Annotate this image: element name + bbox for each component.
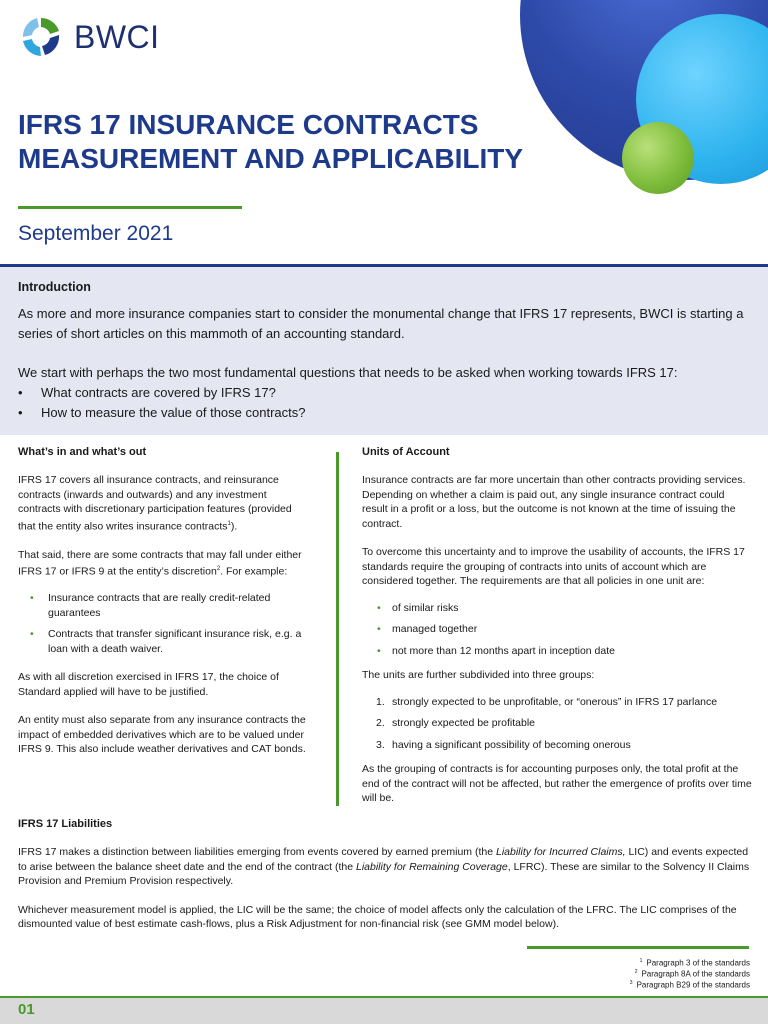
footnote-rule (527, 946, 749, 949)
decorative-green-circle (622, 122, 694, 194)
footnote: $^3$ Paragraph B29 of the standards (629, 980, 750, 990)
paragraph: As the grouping of contracts is for accounting purposes only, the total profit at the end of the contract will not be affected, but rather the emergence of profits over time will be. (362, 763, 752, 804)
list-item: 1. strongly expected to be unprofitable, or “onerous” in IFRS 17 parlance (376, 695, 718, 708)
page-footer (0, 998, 768, 1024)
publication-date: September 2021 (18, 222, 174, 245)
paragraph: That said, there are some contracts that may fall under either IFRS 17 or IFRS 9 at the entity’s discretion$^2$. For example: (18, 548, 302, 578)
paragraph: Insurance contracts are far more uncertain than other contracts providing services. Depending on whether a claim is paid out, any single insurance contract could result in a profit or a loss, but the outcome is not known at the time of issuing the contract. (362, 474, 746, 530)
intro-paragraph-2: We start with perhaps the two most fundamental questions that needs to be asked when working towards IFRS 17: (18, 365, 678, 380)
title-line-2: MEASUREMENT AND APPLICABILITY (18, 143, 524, 174)
bwci-swirl-icon (18, 14, 64, 60)
footnote: $^1$ Paragraph 3 of the standards (639, 958, 750, 968)
intro-panel (0, 267, 768, 435)
paragraph: An entity must also separate from any insurance contracts the impact of embedded derivatives which are to be valued under IFRS 9. This also include weather derivatives and CAT bonds. (18, 714, 306, 755)
liabilities-section (18, 818, 753, 946)
paragraph: As with all discretion exercised in IFRS 17, the choice of Standard applied will have to be justified. (18, 671, 279, 698)
section-heading-units-of-account: Units of Account (362, 446, 450, 458)
list-item: • How to measure the value of those contracts? (18, 405, 306, 420)
list-item: • Contracts that transfer significant insurance risk, e.g. a loan with a death waiver. (18, 627, 308, 656)
left-column (18, 446, 308, 771)
intro-heading: Introduction (18, 280, 91, 294)
paragraph: To overcome this uncertainty and to improve the usability of accounts, the IFRS 17 standards require the grouping of contracts into units of account which are considered together. The requirements are that all policies in one unit are: (362, 546, 745, 587)
list-item: • not more than 12 months apart in inception date (362, 644, 752, 659)
footnote: $^2$ Paragraph 8A of the standards (634, 969, 750, 979)
page-number: 01 (18, 1001, 35, 1018)
right-column (362, 446, 752, 820)
paragraph: The units are further subdivided into three groups: (362, 669, 595, 681)
paragraph: Whichever measurement model is applied, the LIC will be the same; the choice of model affects only the calculation of the LFRC. The LIC comprises of the dismounted value of best estimate cash-flows, plus a Risk Adjustment for non-financial risk (see GMM model below). (18, 903, 737, 930)
list-item: 3. having a significant possibility of becoming onerous (376, 738, 631, 751)
list-item: • Insurance contracts that are really credit-related guarantees (18, 591, 308, 620)
brand-logo (18, 14, 160, 60)
requirements-list (362, 601, 752, 659)
page-title (18, 108, 578, 176)
intro-paragraph-1: As more and more insurance companies start to consider the monumental change that IFRS 17 represents, BWCI is starting a series of short articles on this mammoth of an accounting standard. (18, 306, 744, 341)
example-list (18, 591, 308, 656)
intro-question-list (18, 383, 305, 423)
paragraph: IFRS 17 covers all insurance contracts, and reinsurance contracts (inwards and outwards) and any investment contracts with discretionary participation features (provided that the entity also writes insurance contracts$^1$). (18, 474, 292, 532)
groups-list (362, 695, 752, 753)
section-heading-liabilities: IFRS 17 Liabilities (18, 818, 113, 830)
list-item: 2. strongly expected be profitable (376, 717, 536, 729)
footnotes (630, 957, 750, 990)
list-item: • What contracts are covered by IFRS 17? (18, 385, 276, 400)
paragraph: IFRS 17 makes a distinction between liabilities emerging from events covered by earned premium (the Liability for Incurred Claims, LIC) and events expected to arise between the balance sheet date and the end of the contract (the Liability for Remaining Coverage, LFRC). These are similar to the Solvency II Claims Provision and Premium Provision respectively. (18, 846, 750, 887)
title-underline (18, 206, 242, 209)
section-heading-whats-in: What’s in and what’s out (18, 446, 147, 458)
column-divider (336, 452, 339, 806)
title-line-1: IFRS 17 INSURANCE CONTRACTS (18, 109, 479, 140)
brand-name: BWCI (74, 18, 160, 55)
list-item: • of similar risks (362, 601, 752, 616)
list-item: • managed together (362, 622, 752, 637)
